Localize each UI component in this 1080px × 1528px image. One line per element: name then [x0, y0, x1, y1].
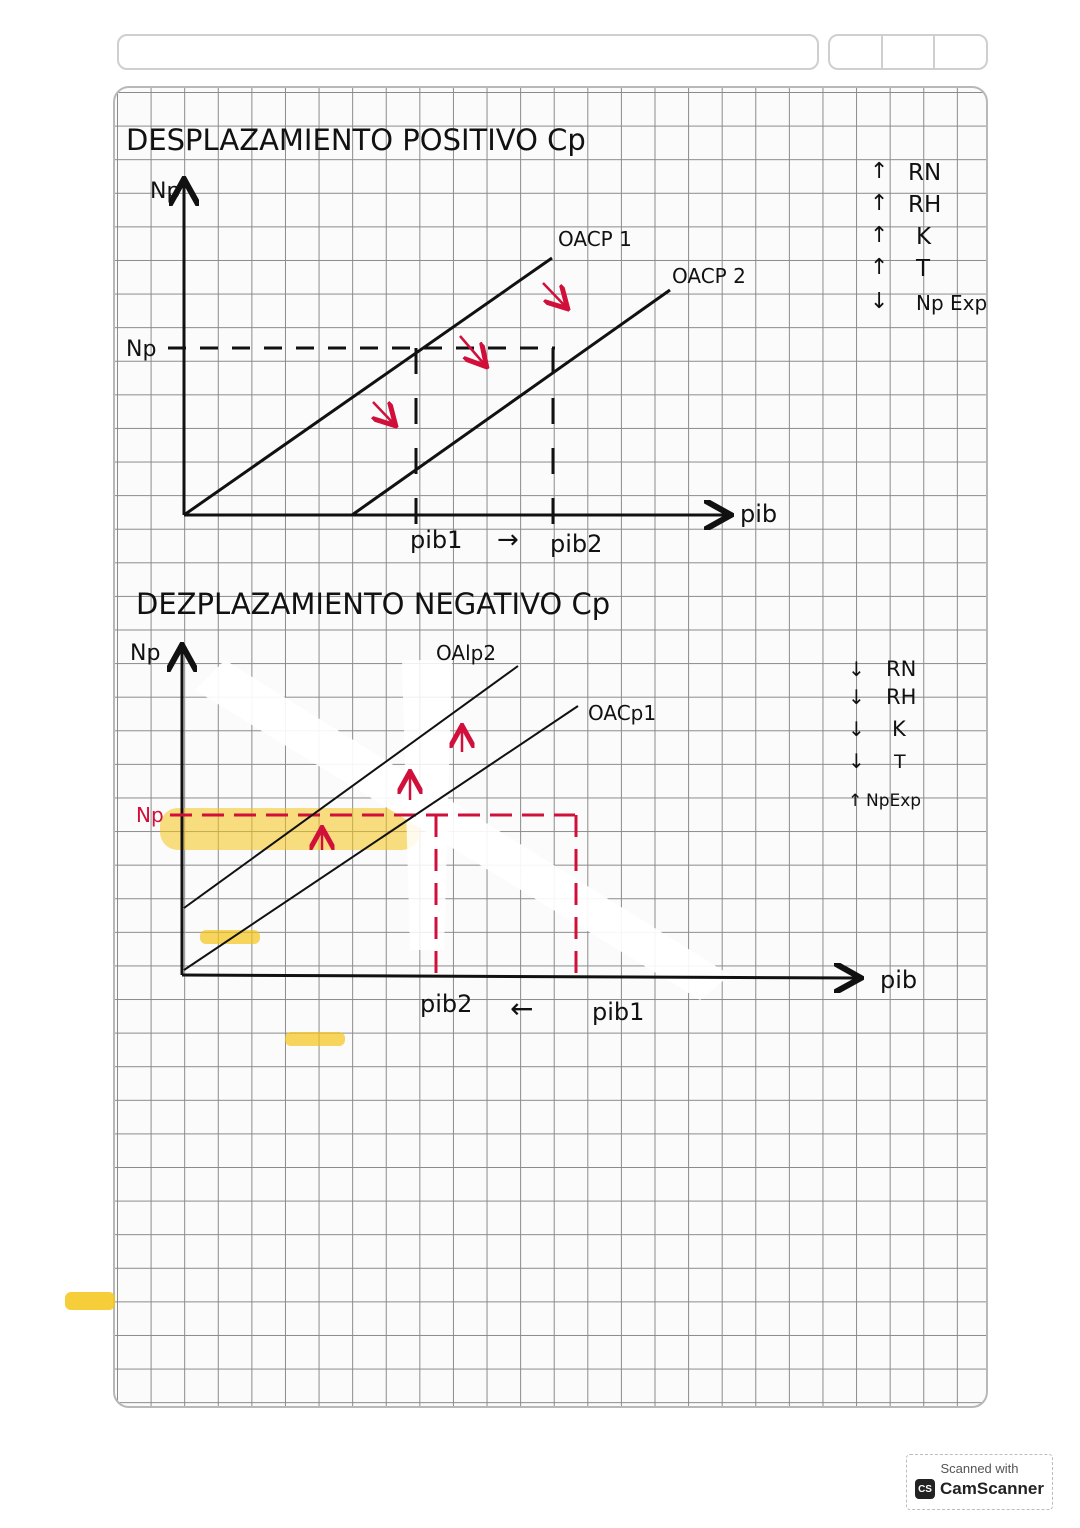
bottom-factor-arrow: ↓ [848, 657, 865, 681]
highlight-mark [285, 1032, 345, 1046]
top-factor-text: Np Exp [916, 291, 988, 315]
highlight-mark [65, 1292, 115, 1310]
bottom-factor-text: K [892, 717, 906, 741]
highlight-mark [200, 930, 260, 944]
bottom-factor-text: NpExp [866, 791, 922, 811]
top-shift-arrow-1 [373, 402, 394, 424]
top-np-label: Np [126, 337, 157, 362]
top-factor-arrow: ↑ [870, 223, 889, 248]
camscanner-watermark [906, 1454, 1053, 1510]
top-factor-text: RH [908, 192, 942, 218]
bottom-curve1-label: OACp1 [588, 701, 657, 725]
top-factor-text: RN [908, 160, 942, 186]
top-pib2-label: pib2 [550, 530, 603, 558]
bottom-factor-text: T [894, 751, 906, 773]
top-y-axis-label: Np [150, 179, 181, 204]
bottom-y-axis-label: Np [130, 641, 161, 666]
bottom-factor-text: RH [886, 685, 917, 709]
top-x-axis-label: pib [740, 500, 778, 528]
top-diagram [126, 123, 987, 558]
bottom-pib1-label: pib1 [592, 998, 645, 1026]
top-curve-oacp2 [352, 290, 670, 515]
bottom-np-label: Np [136, 803, 164, 827]
bottom-factors-list [848, 657, 921, 811]
scanned-with-text: Scanned with [940, 1461, 1019, 1476]
bottom-shift-symbol: ← [510, 992, 534, 1025]
correction-tape [402, 660, 452, 950]
bottom-title: DEZPLAZAMIENTO NEGATIVO Cp [136, 587, 611, 621]
top-title: DESPLAZAMIENTO POSITIVO Cp [126, 123, 586, 157]
top-shift-symbol: → [497, 525, 519, 555]
bottom-x-axis [182, 975, 858, 978]
bottom-factor-arrow: ↓ [848, 749, 865, 773]
bottom-diagram [65, 587, 921, 1310]
top-factor-text: T [916, 256, 931, 282]
bottom-factor-text: RN [886, 657, 917, 681]
top-factor-arrow: ↑ [870, 255, 889, 280]
top-shift-arrow-2 [460, 336, 485, 365]
bottom-factor-arrow: ↓ [848, 717, 865, 741]
bottom-pib2-label: pib2 [420, 990, 473, 1018]
bottom-curve2-label: OAlp2 [436, 641, 497, 665]
top-factors-list [870, 159, 987, 315]
camscanner-logo-icon: CS [915, 1479, 935, 1499]
top-curve-oacp1 [184, 258, 552, 515]
top-factor-text: K [916, 224, 932, 250]
top-pib1-label: pib1 [410, 526, 463, 554]
top-curve1-label: OACP 1 [558, 227, 632, 251]
camscanner-brand-text: CamScanner [940, 1479, 1044, 1498]
top-shift-arrow-3 [543, 283, 566, 307]
top-curve2-label: OACP 2 [672, 264, 746, 288]
top-factor-arrow: ↓ [870, 289, 889, 314]
bottom-x-axis-label: pib [880, 966, 918, 994]
top-factor-arrow: ↑ [870, 159, 889, 184]
bottom-factor-arrow: ↓ [848, 685, 865, 709]
bottom-factor-arrow: ↑ [848, 791, 863, 811]
top-factor-arrow: ↑ [870, 191, 889, 216]
